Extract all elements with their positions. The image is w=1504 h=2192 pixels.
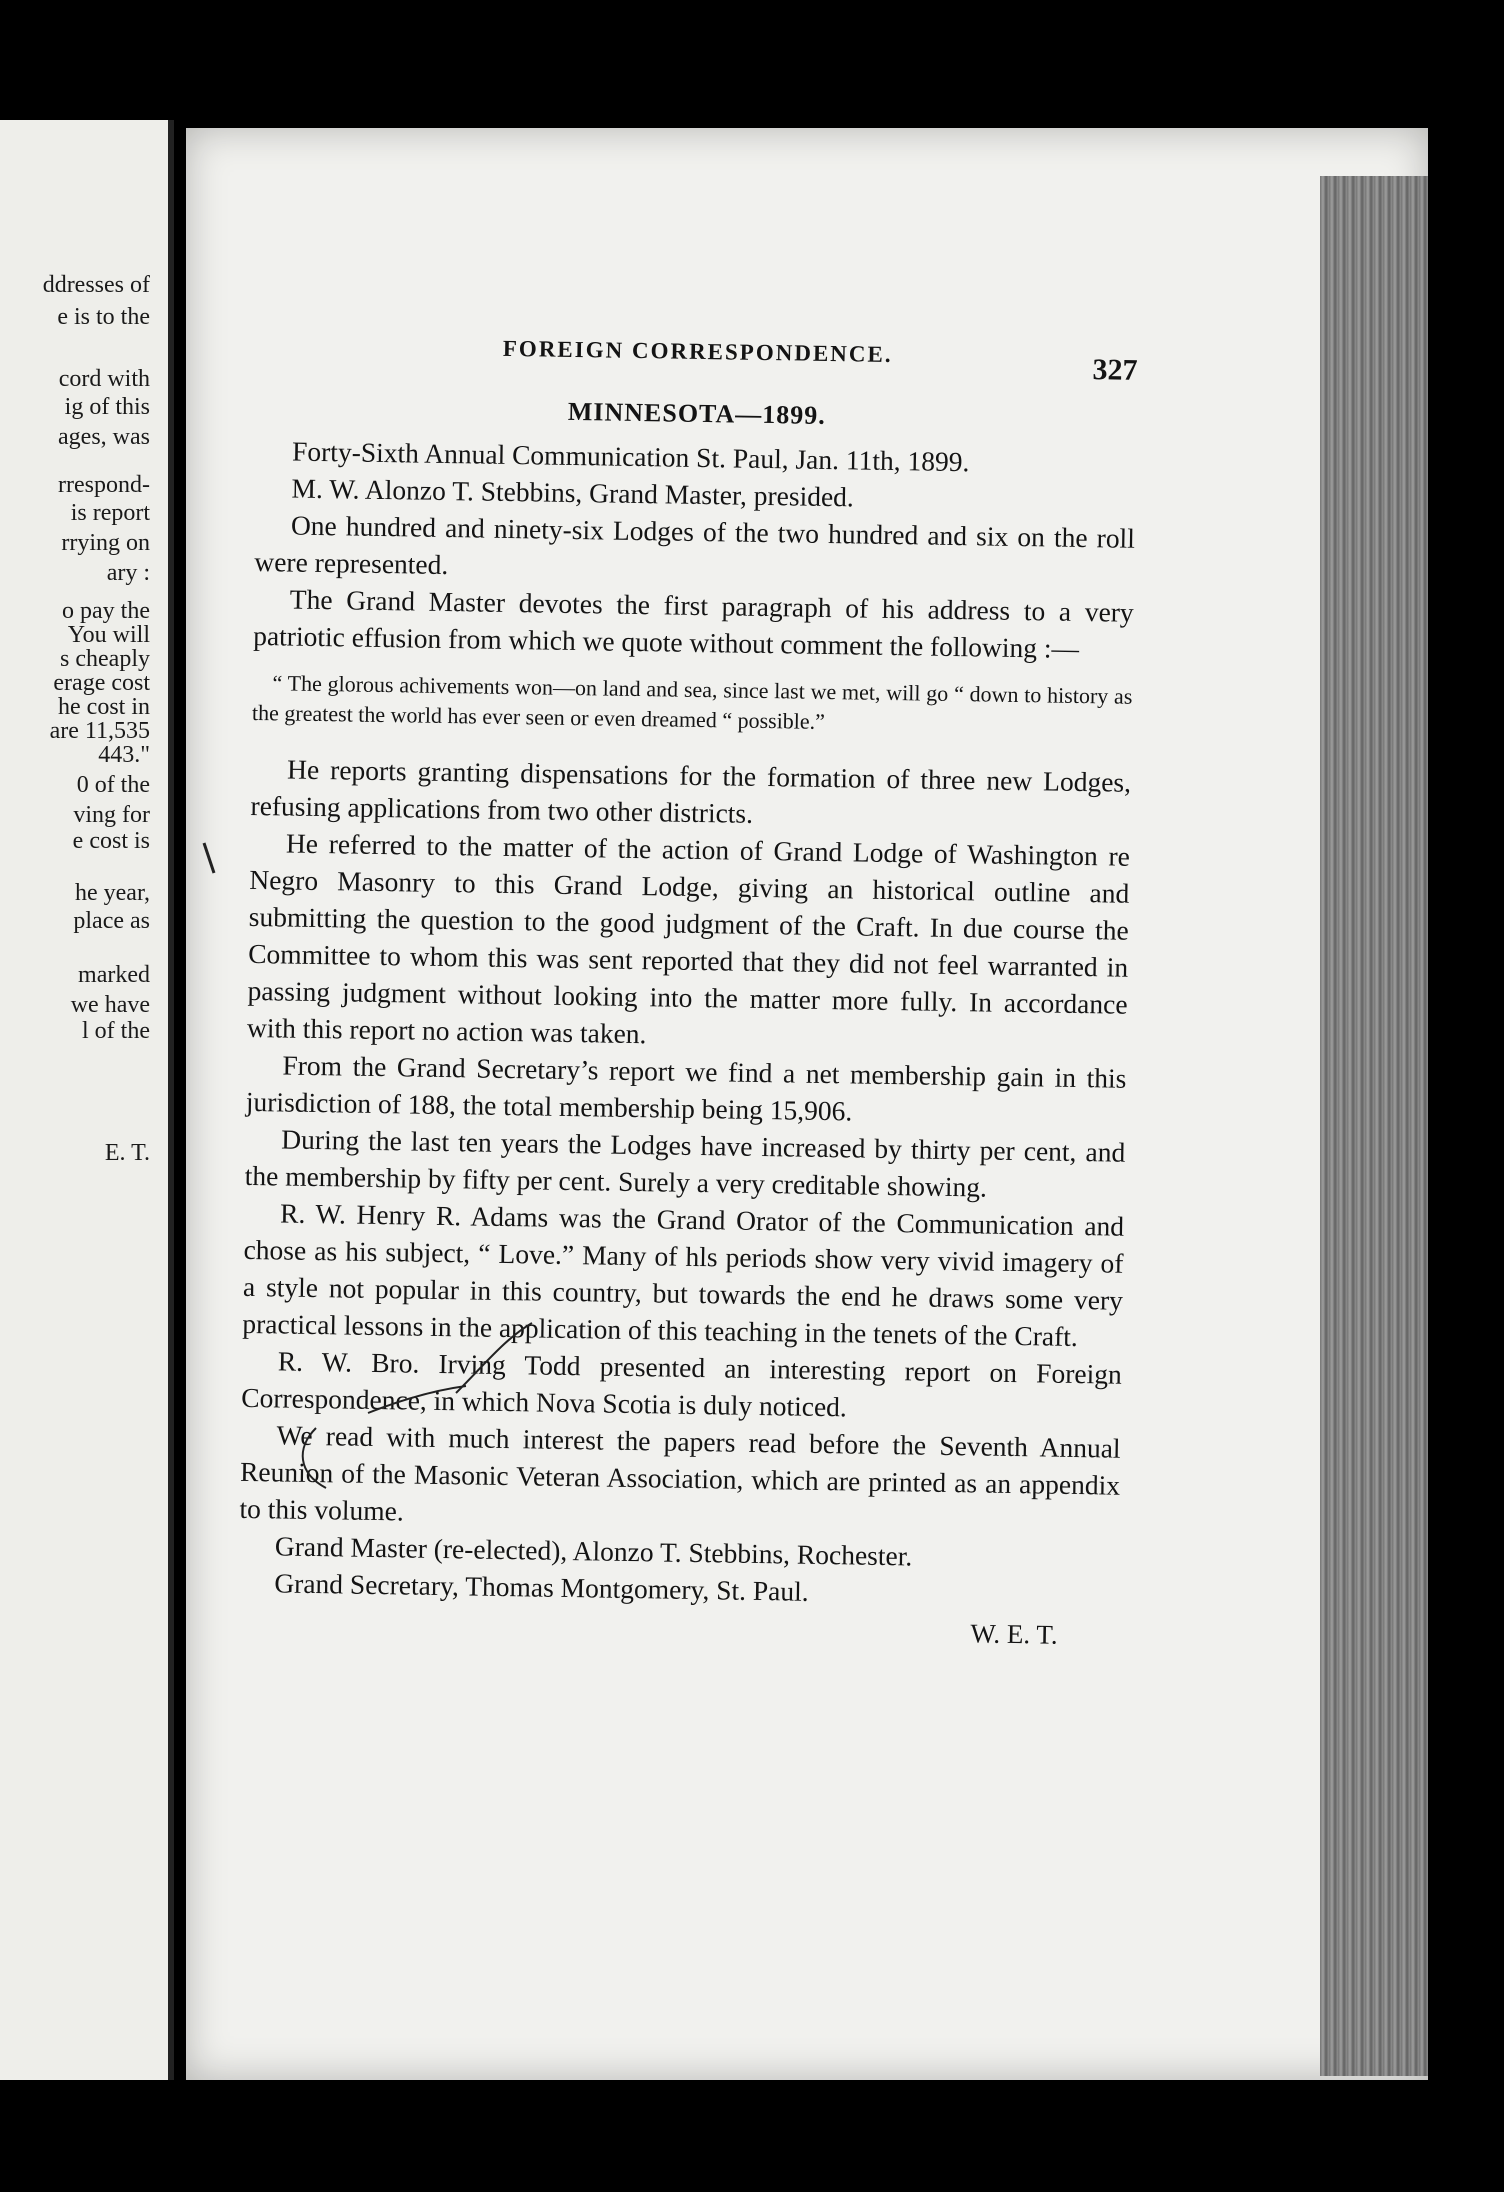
grand-secretary-line: Grand Secretary, Thomas Montgomery, St. Paul.	[274, 1567, 809, 1607]
left-page-fragment: erage cost	[53, 670, 150, 696]
left-page-fragment: marked	[78, 962, 150, 988]
left-page-fragment: is report	[70, 500, 150, 526]
left-page-fragment: o pay the	[62, 598, 150, 624]
paragraph-address: The Grand Master devotes the first paragraph of his address to a very patriotic effusion from which we quote without comment the following :—	[252, 583, 1134, 664]
signature: W. E. T.	[970, 1618, 1058, 1650]
left-page-fragment: l of the	[82, 1018, 150, 1044]
left-page-fragment: You will	[67, 622, 150, 648]
left-page-fragment: ig of this	[64, 394, 150, 420]
paragraph-communication: Forty-Sixth Annual Communication St. Paul, Jan. 11th, 1899.	[291, 435, 970, 478]
left-page-fragment: place as	[73, 908, 150, 934]
running-title: FOREIGN CORRESPONDENCE.	[502, 335, 893, 367]
book-page	[186, 128, 1428, 2080]
paragraph-grand-orator: R. W. Henry R. Adams was the Grand Orator of the Communication and chose as his subject, “ Love.” Many of hls periods show very vivid imagery of a style not popular in this country, but towards the end he draws some very practical lessons in the application of this teaching in the tenets of the Craft.	[242, 1197, 1125, 1352]
left-page-fragment: ary :	[106, 560, 150, 586]
left-page-fragment: cord with	[58, 366, 150, 392]
left-page-fragment: e cost is	[72, 828, 150, 854]
left-page-fragment: ages, was	[58, 424, 150, 450]
page-number: 327	[1092, 353, 1138, 387]
left-page-fragment: he year,	[75, 880, 150, 906]
left-page-fragment: E. T.	[104, 1140, 150, 1166]
grand-master-line: Grand Master (re-elected), Alonzo T. Stebbins, Rochester.	[274, 1530, 913, 1572]
block-quote: “ The glorous achivements won—on land and sea, since last we met, will go “ down to history as the greatest the world has ever seen or even dreamed “ possible.”	[251, 670, 1133, 734]
left-page-fragment: s cheaply	[60, 646, 150, 672]
paragraph-increase: During the last ten years the Lodges have increased by thirty per cent, and the membership by fifty per cent. Surely a very creditable showing.	[244, 1123, 1126, 1203]
left-page-fragment: 0 of the	[76, 772, 150, 798]
page-content	[237, 332, 1137, 1652]
page-edge	[1320, 176, 1428, 2076]
left-page-fragment: are 11,535	[49, 718, 150, 744]
paragraph-membership: From the Grand Secretary’s report we find a net membership gain in this jurisdiction of 188, the total membership being 15,906.	[245, 1049, 1127, 1127]
facing-page-left	[0, 120, 174, 2080]
left-page-fragment: rrespond-	[58, 472, 150, 498]
paragraph-presided: M. W. Alonzo T. Stebbins, Grand Master, presided.	[291, 472, 855, 513]
left-page-fragment: he cost in	[58, 694, 150, 720]
paragraph-foreign-correspondence: R. W. Bro. Irving Todd presented an interesting report on Foreign Correspondence, in which Nova Scotia is duly noticed.	[241, 1345, 1122, 1423]
left-page-fragment: e is to the	[57, 304, 150, 330]
paragraph-veteran-association: We read with much interest the papers read before the Seventh Annual Reunion of the Masonic Veteran Association, which are printed as an appendix to this volume.	[239, 1419, 1121, 1527]
left-page-fragment: ddresses of	[42, 272, 150, 298]
left-page-fragment: 443."	[98, 742, 150, 768]
paragraph-negro-masonry: He referred to the matter of the action of Grand Lodge of Washington re Negro Masonry to this Grand Lodge, giving an historical outline and submitting the question to the good judgment of the Craft. In due course the Committee to whom this was sent reported that they did not feel warranted in passing judgment without looking into the matter more fully. In accordance with this report no action was taken.	[246, 827, 1131, 1050]
left-page-fragment: rrying on	[61, 530, 150, 556]
section-heading: MINNESOTA—1899.	[567, 396, 826, 430]
left-page-fragment: ving for	[73, 802, 150, 828]
left-page-fragment: we have	[70, 992, 150, 1018]
paragraph-lodges-represented: One hundred and ninety-six Lodges of the two hundred and six on the roll were represented.	[254, 509, 1136, 581]
paragraph-dispensations: He reports granting dispensations for the formation of three new Lodges, refusing applications from two other districts.	[250, 753, 1132, 829]
